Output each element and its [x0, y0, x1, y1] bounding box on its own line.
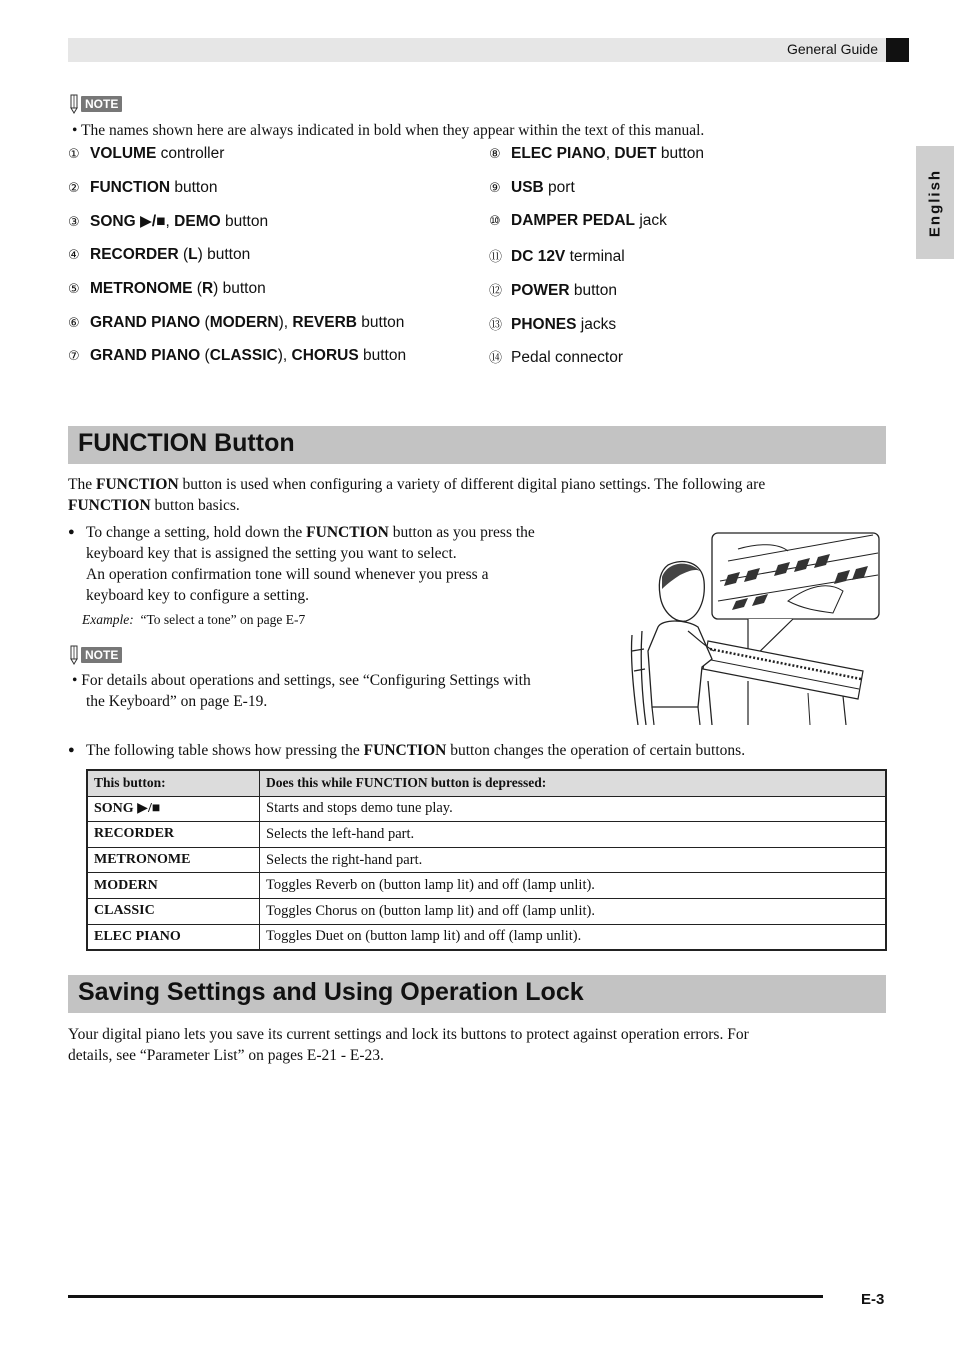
- bullet-2-text: [86, 740, 886, 761]
- intro-text: The: [68, 476, 96, 493]
- parts-number: ⑧: [489, 146, 501, 161]
- table-action-cell: Selects the left-hand part.: [260, 822, 887, 848]
- parts-label: L: [188, 246, 198, 264]
- table-row: [87, 847, 886, 873]
- table-button-cell: CLASSIC: [87, 898, 260, 924]
- parts-item: [68, 246, 250, 268]
- table-action-cell: Starts and stops demo tune play.: [260, 796, 887, 822]
- parts-label: ),: [278, 313, 293, 331]
- parts-item: [489, 347, 623, 369]
- parts-label: button: [356, 313, 405, 331]
- table-button-cell: MODERN: [87, 873, 260, 899]
- parts-label: CHORUS: [291, 347, 359, 365]
- parts-label: VOLUME: [90, 145, 157, 162]
- table-row: [87, 796, 886, 822]
- parts-label: jack: [635, 212, 667, 230]
- bullet-text: button as you press the: [388, 524, 535, 541]
- bullet-text: keyboard key to configure a setting.: [86, 587, 309, 604]
- note-text: the Keyboard” on page E-19.: [86, 693, 268, 710]
- table-action-cell: Toggles Chorus on (button lamp lit) and off (lamp unlit).: [260, 898, 887, 924]
- parts-number: ①: [68, 146, 80, 161]
- bullet-text: To change a setting, hold down the: [86, 524, 307, 541]
- table-action-cell: Toggles Duet on (button lamp lit) and off (lamp unlit).: [260, 924, 887, 950]
- parts-number: ⑨: [489, 179, 501, 195]
- parts-number: ⑭: [489, 350, 503, 366]
- table-header-cell: This button:: [87, 770, 260, 796]
- piano-player-illustration: [628, 531, 880, 725]
- bullet-text: keyboard key that is assigned the setting you want to select.: [86, 545, 457, 562]
- parts-label: ELEC PIANO: [511, 145, 606, 162]
- footer-rule: [68, 1295, 823, 1298]
- bullet-text: An operation confirmation tone will sound whenever you press a: [86, 566, 489, 583]
- bullet-1-text: [86, 522, 616, 606]
- parts-number: ⑪: [489, 249, 503, 265]
- parts-item: [68, 145, 224, 167]
- parts-item: [68, 212, 268, 234]
- parts-label: (: [200, 347, 210, 365]
- intro-bold: FUNCTION: [68, 497, 151, 514]
- parts-label: button: [358, 347, 407, 365]
- header-marker: [886, 38, 909, 62]
- parts-item: [489, 179, 575, 201]
- note-badge: [68, 94, 122, 114]
- parts-label: METRONOME: [90, 279, 193, 297]
- pencil-icon: [68, 645, 80, 665]
- parts-label: jacks: [576, 315, 617, 333]
- bullet-bold: FUNCTION: [363, 742, 447, 759]
- parts-label: DEMO: [174, 213, 221, 231]
- table-row: [87, 924, 886, 950]
- parts-label: DUET: [614, 145, 657, 162]
- bullet-text: The following table shows how pressing the: [86, 742, 364, 759]
- parts-item: [68, 179, 217, 201]
- bullet-text: button changes the operation of certain buttons.: [446, 742, 746, 759]
- note-2-text: [72, 670, 612, 712]
- note-label: NOTE: [81, 96, 122, 112]
- parts-label: DAMPER PEDAL: [511, 212, 636, 230]
- section-title: General Guide: [786, 41, 878, 57]
- example-text: “To select a tone” on page E-7: [140, 612, 306, 627]
- bullet-bold: FUNCTION: [306, 524, 389, 541]
- example: [82, 609, 305, 630]
- parts-label: FUNCTION: [90, 178, 171, 196]
- table-row: [87, 822, 886, 848]
- function-table: [86, 769, 887, 951]
- table-header-row: [87, 770, 886, 796]
- saving-text: [68, 1024, 878, 1066]
- parts-label: DC 12V: [511, 248, 566, 266]
- language-tab: [916, 146, 954, 259]
- parts-item: [489, 145, 704, 167]
- parts-item: [68, 314, 404, 336]
- parts-label: Pedal connector: [511, 349, 624, 367]
- parts-number: ④: [68, 247, 80, 263]
- parts-label: controller: [156, 145, 225, 162]
- function-heading: [68, 426, 886, 464]
- parts-label: CLASSIC: [209, 347, 278, 365]
- parts-label: PHONES: [511, 315, 577, 333]
- parts-label: ,: [605, 145, 615, 162]
- parts-number: ⑤: [68, 280, 80, 296]
- parts-label: GRAND PIANO: [90, 313, 201, 331]
- parts-label: REVERB: [292, 313, 357, 331]
- function-intro: [68, 474, 868, 516]
- saving-heading: [68, 975, 886, 1013]
- parts-number: ③: [68, 214, 80, 230]
- note-badge: [68, 645, 122, 665]
- parts-label: ),: [277, 347, 292, 365]
- parts-label: R: [201, 279, 214, 297]
- table-button-cell: RECORDER: [87, 822, 260, 848]
- parts-label: ) button: [213, 279, 266, 297]
- parts-label: SONG ▶/■: [90, 213, 166, 231]
- parts-item: [68, 347, 406, 369]
- parts-item: [489, 314, 616, 336]
- header-bar: [68, 38, 886, 62]
- parts-number: ⑩: [489, 213, 501, 229]
- bullet-icon: ●: [68, 744, 75, 756]
- table-row: [87, 873, 886, 899]
- intro-bold: FUNCTION: [95, 476, 179, 493]
- parts-label: USB: [511, 178, 544, 196]
- parts-label: button: [656, 145, 704, 162]
- parts-label: MODERN: [209, 313, 279, 331]
- parts-item: [489, 280, 617, 302]
- parts-label: (: [178, 246, 189, 264]
- table-action-cell: Selects the right-hand part.: [260, 847, 887, 873]
- parts-label: RECORDER: [90, 246, 179, 264]
- parts-label: POWER: [511, 281, 570, 299]
- parts-label: GRAND PIANO: [90, 347, 201, 365]
- table-button-cell: SONG ▶/■: [87, 796, 260, 822]
- intro-note-text: • The names shown here are always indicated in bold when they appear within the text of this manual.: [72, 122, 705, 139]
- bullet-icon: ●: [68, 526, 75, 538]
- parts-number: ⑥: [68, 314, 80, 330]
- parts-label: port: [543, 178, 575, 196]
- parts-item: [68, 280, 266, 302]
- intro-text: button basics.: [150, 497, 240, 514]
- parts-number: ⑫: [489, 282, 503, 298]
- saving-line: details, see “Parameter List” on pages E-21 - E-23.: [68, 1047, 384, 1064]
- table-header-cell: Does this while FUNCTION button is depressed:: [260, 770, 887, 796]
- parts-label: button: [170, 178, 218, 196]
- parts-item: [489, 246, 625, 268]
- parts-label: (: [192, 279, 202, 297]
- pencil-icon: [68, 94, 80, 114]
- page-number: E-3: [861, 1291, 885, 1308]
- parts-number: ⑦: [68, 348, 80, 364]
- parts-label: ,: [165, 213, 175, 231]
- parts-number: ②: [68, 179, 80, 195]
- table-action-cell: Toggles Reverb on (button lamp lit) and off (lamp unlit).: [260, 873, 887, 899]
- intro-text: button is used when configuring a variety of different digital piano settings. The following are: [178, 476, 766, 493]
- parts-label: ) button: [197, 246, 251, 264]
- example-label: Example:: [82, 612, 134, 627]
- note-label: NOTE: [81, 647, 122, 663]
- language-label: English: [926, 168, 944, 237]
- note-text: • For details about operations and settings, see “Configuring Settings with: [72, 672, 531, 689]
- table-button-cell: ELEC PIANO: [87, 924, 260, 950]
- table-button-cell: METRONOME: [87, 847, 260, 873]
- function-heading-title: FUNCTION Button: [78, 429, 295, 457]
- saving-heading-title: Saving Settings and Using Operation Lock: [78, 978, 584, 1006]
- table-row: [87, 898, 886, 924]
- parts-label: button: [569, 281, 617, 299]
- parts-number: ⑬: [489, 316, 503, 332]
- saving-line: Your digital piano lets you save its current settings and lock its buttons to protect against operation errors. For: [68, 1026, 749, 1043]
- parts-item: [489, 212, 667, 234]
- parts-label: (: [200, 313, 210, 331]
- parts-label: button: [220, 213, 269, 231]
- parts-label: terminal: [565, 248, 625, 266]
